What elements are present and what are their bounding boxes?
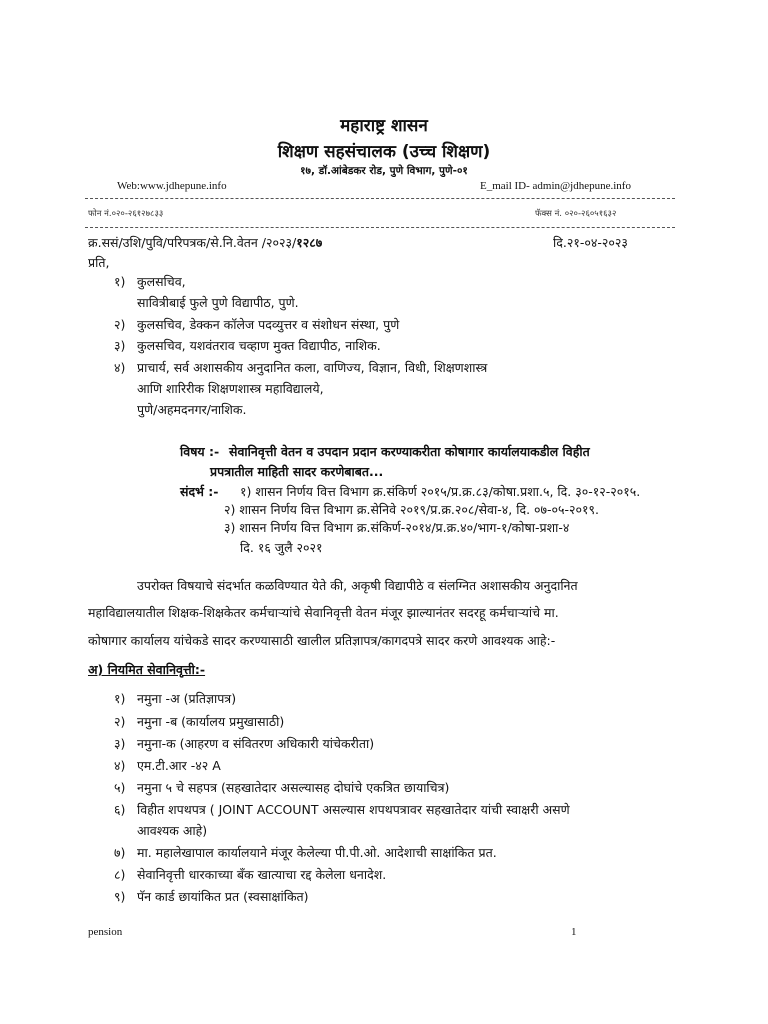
reference-item-2: २) शासन निर्णय वित्त विभाग क्र.सेनिवे २०१९/प्र.क्र.२०८/सेवा-४, दि. ०७-०५-२०१९. <box>224 502 600 517</box>
recipient-4-number: ४) <box>114 360 126 375</box>
doc-item-7-number: ७) <box>114 845 126 860</box>
reference-number-bold: १२८७ <box>296 235 323 250</box>
doc-item-2: नमुना -ब (कार्यालय प्रमुखासाठी) <box>137 714 285 729</box>
doc-item-3-number: ३) <box>114 736 126 751</box>
reference-item-3-date: दि. १६ जुलै २०२१ <box>240 540 323 555</box>
subject-line1: सेवानिवृत्ती वेतन व उपदान प्रदान करण्याकरीता कोषागार कार्यालयाकडील विहीत <box>229 444 590 459</box>
header-line1: महाराष्ट्र शासन <box>340 116 428 136</box>
recipient-1-line2: सावित्रीबाई फुले पुणे विद्यापीठ, पुणे. <box>137 295 299 310</box>
recipient-2-number: २) <box>114 317 126 332</box>
recipient-4-line1: प्राचार्य, सर्व अशासकीय अनुदानित कला, वाणिज्य, विज्ञान, विधी, शिक्षणशास्त्र <box>137 360 488 375</box>
doc-item-5-number: ५) <box>114 780 126 795</box>
reference-number <box>88 234 322 251</box>
doc-item-5: नमुना ५ चे सहपत्र (सहखातेदार असल्यासह दोघांचे एकत्रित छायाचित्र) <box>137 780 450 795</box>
doc-item-8-number: ८) <box>114 867 126 882</box>
recipient-1-line1: कुलसचिव, <box>137 274 186 289</box>
section-heading: अ) नियमित सेवानिवृत्ती:- <box>88 662 206 677</box>
doc-item-6-number: ६) <box>114 802 126 817</box>
doc-item-9-number: ९) <box>114 889 126 904</box>
footer-label: pension <box>88 926 123 938</box>
header-phone: फोन नं.०२०-२६१२७८३३ <box>88 209 164 219</box>
doc-item-3: नमुना-क (आहरण व संवितरण अधिकारी यांचेकरीता) <box>137 736 375 751</box>
header-email: E_mail ID- admin@jdhepune.info <box>480 180 631 192</box>
doc-item-4: एम.टी.आर -४२ A <box>137 758 221 773</box>
header-rule-bottom <box>85 227 675 228</box>
body-line-2: महाविद्यालयातील शिक्षक-शिक्षकेतर कर्मचाऱ्यांचे सेवानिवृत्ती वेतन मंजूर झाल्यानंतर सदरहू कर्मचाऱ्यांचे मा. <box>88 605 559 620</box>
header-fax: फॅक्स नं. ०२०-२६०५१६३२ <box>535 209 617 219</box>
header-web: Web:www.jdhepune.info <box>117 180 227 192</box>
subject-line2: प्रपत्रातील माहिती सादर करणेबाबत... <box>210 464 384 479</box>
doc-item-7: मा. महालेखापाल कार्यालयाने मंजूर केलेल्या पी.पी.ओ. आदेशाची साक्षांकित प्रत. <box>137 845 497 860</box>
recipient-4-line3: पुणे/अहमदनगर/नाशिक. <box>137 402 247 417</box>
prati-label: प्रति, <box>88 255 110 270</box>
body-line-3: कोषागार कार्यालय यांचेकडे सादर करण्यासाठी खालील प्रतिज्ञापत्र/कागदपत्रे सादर करणे आवश्यक आहे:- <box>88 633 556 648</box>
body-line-1: उपरोक्त विषयाचे संदर्भात कळविण्यात येते की, अकृषी विद्यापीठे व संलग्नित अशासकीय अनुदानित <box>137 578 578 593</box>
reference-number-prefix: क्र.ससं/उशि/पुवि/परिपत्रक/से.नि.वेतन /२०२३/ <box>88 235 297 250</box>
doc-item-1: नमुना -अ (प्रतिज्ञापत्र) <box>137 691 237 706</box>
doc-item-9: पॅन कार्ड छायांकित प्रत (स्वसाक्षांकित) <box>137 889 309 904</box>
doc-item-4-number: ४) <box>114 758 126 773</box>
recipient-3-number: ३) <box>114 338 126 353</box>
letter-date: दि.२१-०४-२०२३ <box>553 235 628 250</box>
doc-item-2-number: २) <box>114 714 126 729</box>
page-number: 1 <box>571 926 577 938</box>
header-address: १७, डॉ.आंबेडकर रोड, पुणे विभाग, पुणे-०१ <box>300 165 468 177</box>
doc-item-1-number: १) <box>114 691 126 706</box>
recipient-4-line2: आणि शारिरीक शिक्षणशास्त्र महाविद्यालये, <box>137 381 324 396</box>
recipient-3-line1: कुलसचिव, यशवंतराव चव्हाण मुक्त विद्यापीठ, नाशिक. <box>137 338 381 353</box>
doc-item-8: सेवानिवृत्ती धारकाच्या बँक खात्याचा रद्द केलेला धनादेश. <box>137 867 387 882</box>
doc-item-6: विहीत शपथपत्र ( JOINT ACCOUNT असल्यास शपथपत्रावर सहखातेदार यांची स्वाक्षरी असणे <box>137 802 570 817</box>
header-rule-top <box>85 198 675 199</box>
subject-label: विषय :- <box>180 444 220 459</box>
header-line2: शिक्षण सहसंचालक (उच्च शिक्षण) <box>277 142 491 162</box>
reference-label: संदर्भ :- <box>180 484 219 499</box>
recipient-2-line1: कुलसचिव, डेक्कन कॉलेज पदव्युत्तर व संशोधन संस्था, पुणे <box>137 317 400 332</box>
recipient-1-number: १) <box>114 274 126 289</box>
doc-item-6-continued: आवश्यक आहे) <box>137 823 208 838</box>
reference-item-3: ३) शासन निर्णय वित्त विभाग क्र.संकिर्ण-२०१४/प्र.क्र.४०/भाग-१/कोषा-प्रशा-४ <box>224 520 570 535</box>
reference-item-1: १) शासन निर्णय वित्त विभाग क्र.संकिर्ण २०१५/प्र.क्र.८३/कोषा.प्रशा.५, दि. ३०-१२-२०१५. <box>240 484 641 499</box>
